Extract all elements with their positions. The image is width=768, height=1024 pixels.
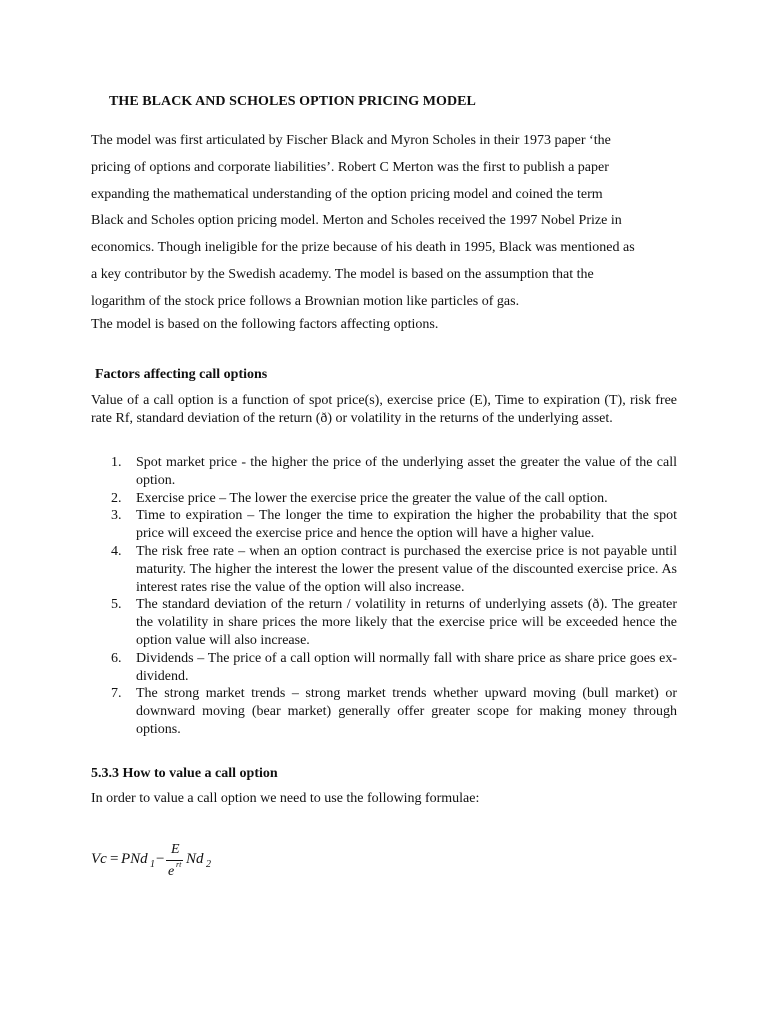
list-item [91, 454, 677, 490]
formula-sub-2: 2 [206, 859, 211, 870]
list-item [91, 507, 677, 543]
formula-minus: − [156, 851, 165, 867]
formula-equals: = [110, 851, 119, 867]
intro-line: economics. Though ineligible for the prize because of his death in 1995, Black was mentioned as [91, 240, 635, 256]
list-item [91, 650, 677, 686]
formula-denominator-sup: rt [176, 860, 182, 869]
list-item [91, 543, 677, 596]
list-item-text: Exercise price – The lower the exercise price the greater the value of the call option. [136, 490, 608, 506]
list-item-text: The standard deviation of the return / volatility in returns of underlying assets (ð). The greater the volatility in share prices the more likely that the exercise price will be exceeded hence the option value will also increase. [136, 597, 677, 648]
formula-numerator: E [171, 842, 180, 857]
value-intro-text: In order to value a call option we need to use the following formulae: [91, 791, 480, 806]
intro-line: The model is based on the following factors affecting options. [91, 316, 439, 332]
list-item-number: 5. [111, 597, 122, 613]
list-item-text: Time to expiration – The longer the time to expiration the higher the probability that the spot price will exceed the exercise price and hence the option will have a higher value. [136, 508, 677, 542]
formula-sub-1: 1 [150, 859, 155, 870]
list-item [91, 490, 677, 508]
list-item [91, 685, 677, 738]
list-item-text: Spot market price - the higher the price of the underlying asset the greater the value of the call option. [136, 455, 677, 488]
list-item-text: The risk free rate – when an option contract is purchased the exercise price is not payable until maturity. The higher the interest the lower the present value of the discounted exercise price. As interest rates rise the value of the option will also increase. [136, 543, 677, 595]
list-item-number: 2. [111, 490, 122, 506]
list-item-number: 1. [111, 455, 122, 470]
list-item [91, 596, 677, 649]
formula-nd: Nd [186, 851, 204, 867]
intro-line: pricing of options and corporate liabilities’. Robert C Merton was the first to publish a paper [91, 159, 609, 175]
factors-paragraph-text: Value of a call option is a function of spot price(s), exercise price (E), Time to expiration (T), risk free rate Rf, standard deviation of the return (ð) or volatility in the returns of the underlying asset. [91, 393, 677, 426]
intro-line: a key contributor by the Swedish academy. The model is based on the assumption that the [91, 266, 594, 282]
intro-line: Black and Scholes option pricing model. Merton and Scholes received the 1997 Nobel Prize in [91, 213, 622, 229]
list-item-number: 6. [111, 650, 122, 666]
list-item-number: 3. [111, 508, 122, 524]
intro-line: expanding the mathematical understanding of the option pricing model and coined the term [91, 186, 603, 202]
factors-paragraph [91, 392, 677, 428]
document-title: THE BLACK AND SCHOLES OPTION PRICING MODEL [109, 94, 476, 109]
formula-pnd: PNd [121, 851, 148, 867]
intro-paragraph [91, 128, 691, 334]
factors-heading: Factors affecting call options [95, 367, 268, 382]
value-heading: 5.3.3 How to value a call option [91, 766, 278, 781]
list-item-number: 7. [111, 686, 122, 702]
formula-denominator: e [168, 864, 175, 879]
intro-line: The model was first articulated by Fischer Black and Myron Scholes in their 1973 paper ‘the [91, 133, 611, 148]
intro-line: logarithm of the stock price follows a Brownian motion like particles of gas. [91, 293, 520, 309]
list-item-text: Dividends – The price of a call option will normally fall with share price as share price goes ex-dividend. [136, 650, 677, 684]
factors-list [91, 454, 677, 739]
formula-lhs: Vc [91, 851, 107, 867]
list-item-text: The strong market trends – strong market trends whether upward moving (bull market) or downward moving (bear market) generally offer greater scope for making money through options. [136, 686, 677, 737]
list-item-number: 4. [111, 543, 122, 559]
